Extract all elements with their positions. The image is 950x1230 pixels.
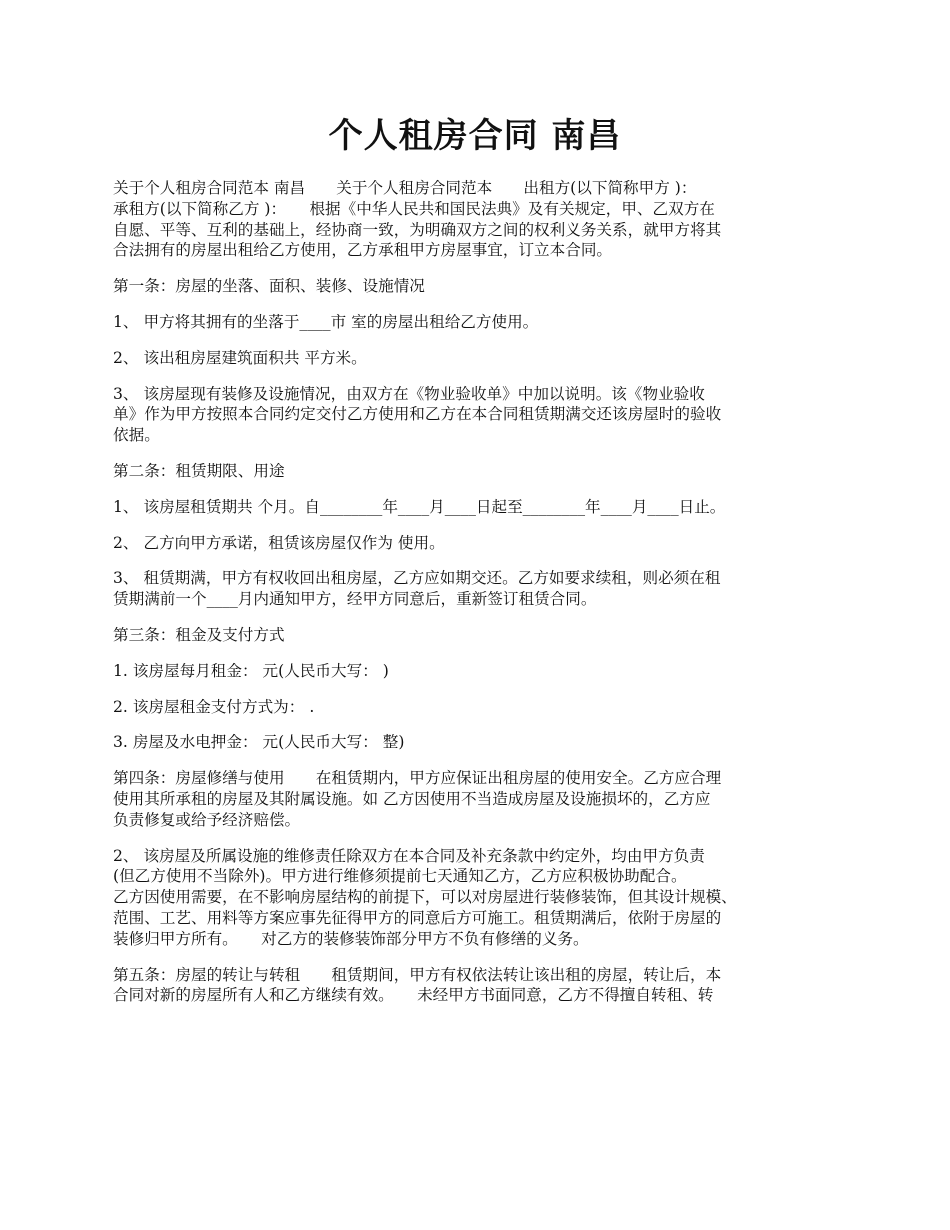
paragraph-line: 1、 该房屋租赁期共 个月。自________年____月____日起至________年____月____日止。 (113, 497, 726, 516)
paragraph-line: 3、 该房屋现有装修及设施情况，由双方在《物业验收单》中加以说明。该《物业验收 (113, 384, 705, 403)
paragraph (113, 965, 841, 1007)
document-body (113, 178, 841, 1021)
paragraph-line: 2. 该房屋租金支付方式为： . (113, 697, 315, 716)
paragraph (113, 625, 841, 646)
paragraph-line: 装修归甲方所有。 对乙方的装修装饰部分甲方不负有修缮的义务。 (113, 929, 589, 948)
paragraph (113, 497, 841, 518)
paragraph (113, 384, 841, 446)
paragraph-line: 赁期满前一个____月内通知甲方，经甲方同意后，重新签订租赁合同。 (113, 590, 597, 609)
paragraph-line: 单》作为甲方按照本合同约定交付乙方使用和乙方在本合同租赁期满交还该房屋时的验收 (113, 405, 722, 424)
paragraph (113, 568, 841, 610)
paragraph-line: 3、 租赁期满，甲方有权收回出租房屋，乙方应如期交还。乙方如要求续租，则必须在租 (113, 569, 721, 588)
paragraph (113, 732, 841, 753)
paragraph (113, 276, 841, 297)
paragraph (113, 178, 841, 261)
paragraph-line: 第三条：租金及支付方式 (113, 625, 285, 644)
paragraph-line: 合法拥有的房屋出租给乙方使用，乙方承租甲方房屋事宜，订立本合同。 (113, 241, 613, 260)
paragraph-line: 第二条：租赁期限、用途 (113, 461, 285, 480)
paragraph (113, 461, 841, 482)
document-title: 个人租房合同 南昌 (328, 116, 622, 156)
paragraph (113, 312, 841, 333)
paragraph (113, 661, 841, 682)
paragraph-line: 第四条：房屋修缮与使用 在租赁期内，甲方应保证出租房屋的使用安全。乙方应合理 (113, 769, 722, 788)
paragraph-line: 第一条：房屋的坐落、面积、装修、设施情况 (113, 277, 425, 296)
paragraph-line: 3. 房屋及水电押金： 元(人民币大写： 整) (113, 733, 405, 752)
paragraph (113, 348, 841, 369)
paragraph-line: 依据。 (113, 426, 160, 445)
paragraph-line: 1. 该房屋每月租金： 元(人民币大写： ) (113, 661, 389, 680)
paragraph-line: 范围、工艺、用料等方案应事先征得甲方的同意后方可施工。租赁期满后，依附于房屋的 (113, 908, 722, 927)
paragraph-line: 乙方因使用需要，在不影响房屋结构的前提下，可以对房屋进行装修装饰，但其设计规模、 (113, 888, 737, 907)
paragraph-line: 2、 该房屋及所属设施的维修责任除双方在本合同及补充条款中约定外，均由甲方负责 (113, 846, 705, 865)
paragraph-line: 自愿、平等、互利的基础上，经协商一致，为明确双方之间的权利义务关系，就甲方将其 (113, 220, 722, 239)
paragraph-line: 承租方(以下简称乙方 )： 根据《中华人民共和国民法典》及有关规定，甲、乙双方在 (113, 199, 715, 218)
paragraph (113, 768, 841, 830)
paragraph-line: 关于个人租房合同范本 南昌 关于个人租房合同范本 出租方(以下简称甲方 )： (113, 179, 697, 197)
paragraph-line: 负责修复或给予经济赔偿。 (113, 810, 301, 829)
paragraph (113, 533, 841, 554)
paragraph-line: (但乙方使用不当除外)。甲方进行维修须提前七天通知乙方，乙方应积极协助配合。 (113, 867, 687, 886)
paragraph (113, 846, 841, 950)
paragraph-line: 2、 乙方向甲方承诺，租赁该房屋仅作为 使用。 (113, 533, 445, 552)
paragraph-line: 第五条：房屋的转让与转租 租赁期间，甲方有权依法转让该出租的房屋，转让后，本 (113, 965, 722, 984)
paragraph-line: 1、 甲方将其拥有的坐落于____市 室的房屋出租给乙方使用。 (113, 312, 539, 331)
paragraph-line: 使用其所承租的房屋及其附属设施。如 乙方因使用不当造成房屋及设施损坏的，乙方应 (113, 789, 711, 808)
paragraph-line: 2、 该出租房屋建筑面积共 平方米。 (113, 348, 367, 367)
paragraph-line: 合同对新的房屋所有人和乙方继续有效。 未经甲方书面同意，乙方不得擅自转租、转 (113, 986, 714, 1005)
paragraph (113, 697, 841, 718)
